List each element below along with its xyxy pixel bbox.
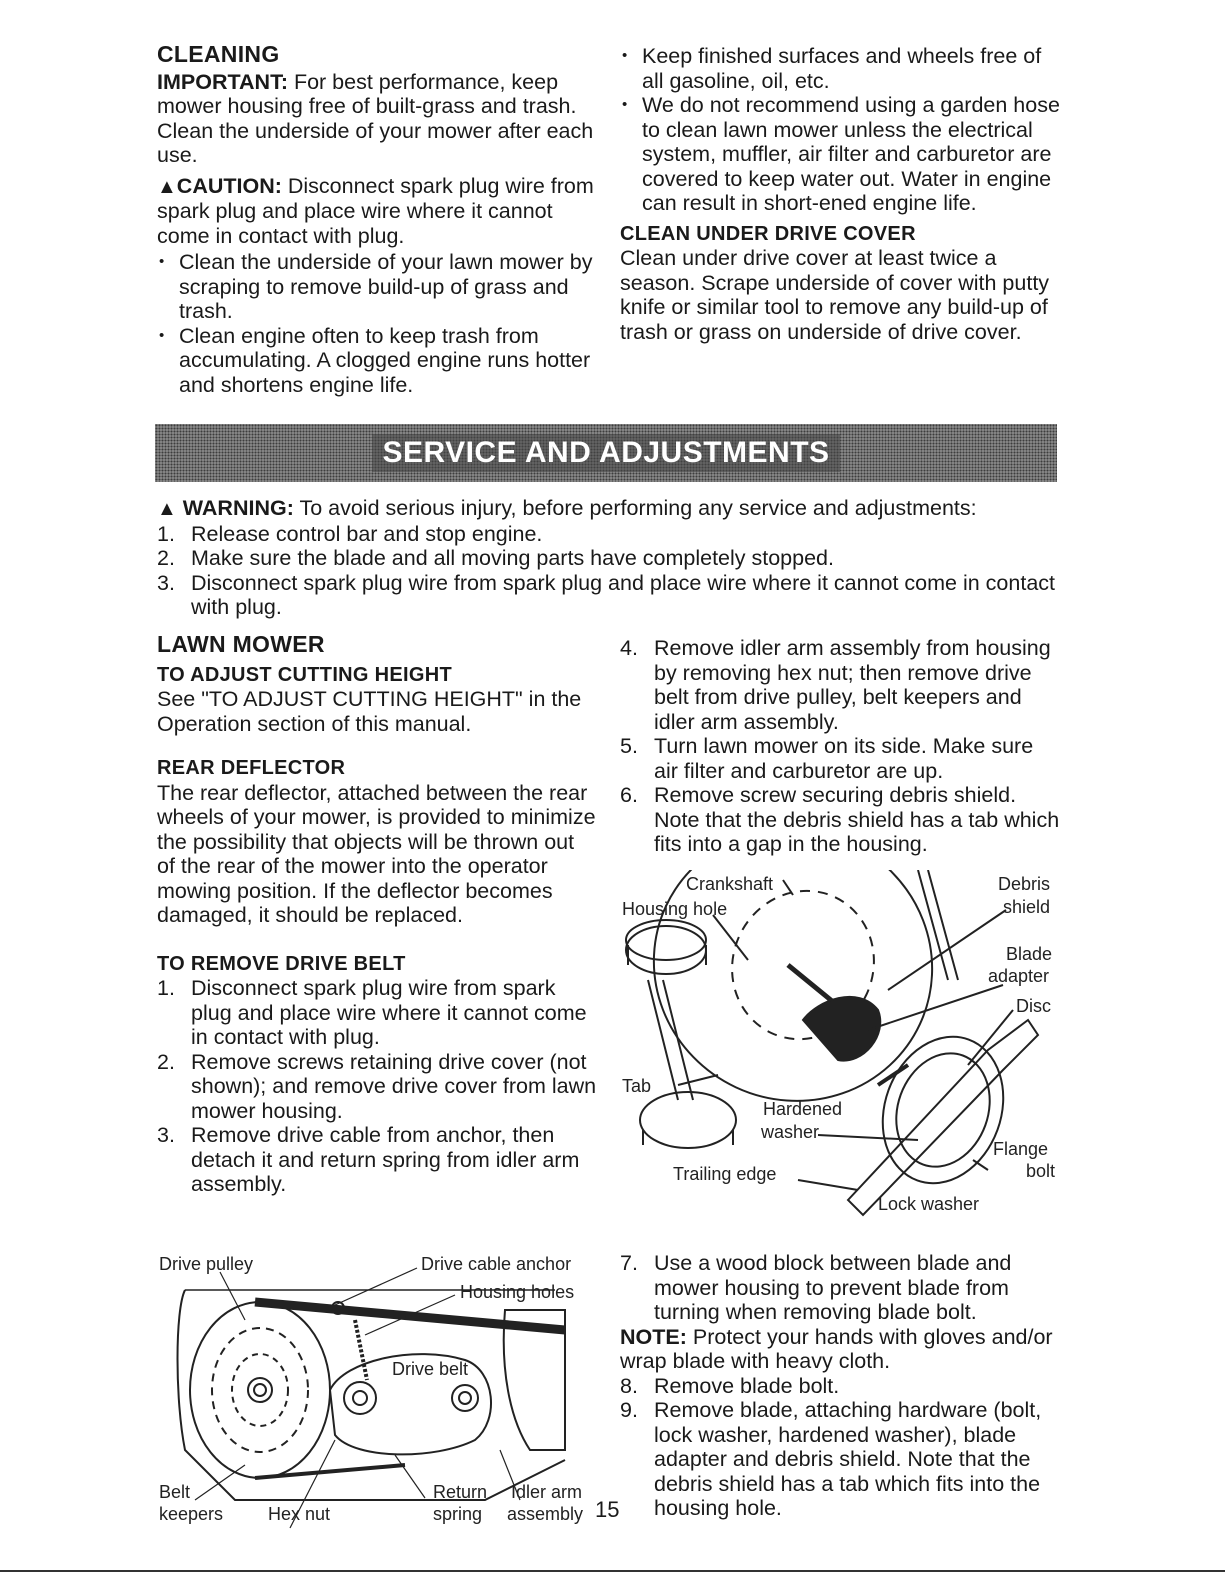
blade-steps-a bbox=[620, 636, 1060, 857]
label-belt: Belt bbox=[159, 1482, 191, 1502]
list-item: • Keep finished surfaces and wheels free of all gasoline, oil, etc. bbox=[620, 44, 1060, 93]
list-item: • Clean the underside of your lawn mower by scraping to remove build-up of grass and trash. bbox=[157, 250, 597, 324]
blade-figure bbox=[618, 870, 1063, 1225]
list-item: 8. Remove blade bolt. bbox=[620, 1373, 840, 1398]
list-item: 3. Disconnect spark plug wire from spark plug and place wire where it cannot come in contact with plug. bbox=[157, 570, 1055, 619]
label-spring: spring bbox=[433, 1504, 483, 1524]
list-item: 7. Use a wood block between blade and mower housing to prevent blade from turning when removing blade bolt. bbox=[620, 1251, 1012, 1324]
important-text: For best performance, keep mower housing free of built-grass and trash. Clean the underside of your mower after each use. bbox=[157, 69, 594, 167]
label-hardened: Hardened bbox=[763, 1099, 843, 1119]
list-item: 2. Remove screws retaining drive cover (not shown); and remove drive cover from lawn mower housing. bbox=[157, 1049, 597, 1123]
label-crankshaft: Crankshaft bbox=[686, 874, 774, 894]
drive-belt-figure bbox=[155, 1250, 600, 1550]
warning-block bbox=[157, 496, 1057, 620]
label-disc: Disc bbox=[1016, 996, 1051, 1016]
label-shield: shield bbox=[1003, 897, 1051, 917]
label-bolt: bolt bbox=[1026, 1161, 1056, 1181]
caution-text: Disconnect spark plug wire from spark plug and place wire where it cannot come in contact with plug. bbox=[157, 173, 594, 248]
drive-belt-title: TO REMOVE DRIVE BELT bbox=[157, 952, 406, 975]
lawn-mower-left bbox=[157, 632, 597, 1197]
label-trailing-edge: Trailing edge bbox=[673, 1164, 777, 1184]
cleaning-bullets-left bbox=[157, 250, 597, 397]
rear-deflector-title: REAR DEFLECTOR bbox=[157, 757, 346, 779]
label-flange: Flange bbox=[993, 1139, 1049, 1159]
warning-label: WARNING: bbox=[182, 496, 294, 520]
cleaning-section bbox=[157, 42, 597, 397]
blade-steps-b bbox=[620, 1251, 1060, 1325]
label-idler-arm: Idler arm bbox=[511, 1482, 583, 1502]
label-housing-hole: Housing hole bbox=[622, 899, 728, 919]
lawn-mower-right bbox=[620, 636, 1060, 857]
warning-steps bbox=[157, 522, 1057, 620]
banner-title: SERVICE AND ADJUSTMENTS bbox=[372, 434, 839, 472]
list-item: • We do not recommend using a garden hose to clean lawn mower unless the electrical system, muffler, air filter and carburetor are covered to keep water out. Water in engine can result in short-ened engine life. bbox=[620, 93, 1060, 216]
label-drive-cable-anchor: Drive cable anchor bbox=[421, 1254, 572, 1274]
cleaning-title: CLEANING bbox=[157, 41, 280, 67]
list-item: 2. Make sure the blade and all moving parts have completely stopped. bbox=[157, 546, 834, 570]
list-item: 1. Release control bar and stop engine. bbox=[157, 521, 543, 546]
list-item: 5. Turn lawn mower on its side. Make sure air filter and carburetor are up. bbox=[620, 734, 1034, 783]
note-text: Protect your hands with gloves and/or wrap blade with heavy cloth. bbox=[620, 1324, 1053, 1373]
label-drive-pulley: Drive pulley bbox=[159, 1254, 254, 1274]
list-item: 4. Remove idler arm assembly from housing by removing hex nut; then remove drive belt from drive pulley, belt keepers and idler arm assembly. bbox=[620, 636, 1051, 734]
note-label: NOTE: bbox=[620, 1324, 687, 1349]
cutting-height-title: TO ADJUST CUTTING HEIGHT bbox=[157, 663, 452, 686]
lawn-mower-title: LAWN MOWER bbox=[157, 631, 325, 657]
page-number: 15 bbox=[595, 1497, 620, 1522]
note-paragraph bbox=[620, 1325, 1060, 1374]
section-banner bbox=[155, 424, 1057, 482]
label-housing-holes: Housing holes bbox=[460, 1282, 575, 1302]
list-item: • Clean engine often to keep trash from accumulating. A clogged engine runs hotter and shortens engine life. bbox=[157, 324, 597, 398]
warning-triangle-icon: ▲ bbox=[157, 498, 177, 520]
important-paragraph bbox=[157, 70, 597, 168]
list-item: 1. Disconnect spark plug wire from spark plug and place wire where it cannot come in contact with plug. bbox=[157, 976, 587, 1049]
caution-paragraph bbox=[157, 174, 597, 249]
label-washer: washer bbox=[761, 1122, 820, 1142]
list-item: 3. Remove drive cable from anchor, then detach it and return spring from idler arm assembly. bbox=[157, 1123, 580, 1196]
label-drive-belt: Drive belt bbox=[392, 1359, 469, 1379]
cutting-height-text: See "TO ADJUST CUTTING HEIGHT" in the Operation section of this manual. bbox=[157, 687, 582, 736]
lawn-mower-right-lower bbox=[620, 1251, 1060, 1521]
drive-cover-title: CLEAN UNDER DRIVE COVER bbox=[620, 222, 916, 245]
important-label: IMPORTANT: bbox=[157, 69, 288, 94]
warning-paragraph bbox=[157, 496, 1057, 522]
label-return: Return bbox=[433, 1482, 488, 1502]
label-hex-nut: Hex nut bbox=[268, 1504, 331, 1524]
warning-triangle-icon: ▲ bbox=[157, 175, 177, 198]
cleaning-bullets-right bbox=[620, 44, 1060, 216]
label-blade: Blade bbox=[1006, 944, 1053, 964]
label-debris: Debris bbox=[998, 874, 1051, 894]
caution-label: CAUTION: bbox=[176, 173, 282, 198]
cleaning-right bbox=[620, 44, 1060, 344]
list-item: 9. Remove blade, attaching hardware (bolt, lock washer, hardened washer), blade adapter and debris shield. Note that the debris shield has a tab which fits into the housing hole. bbox=[620, 1398, 1042, 1520]
blade-steps-c bbox=[620, 1374, 1060, 1521]
label-tab: Tab bbox=[622, 1076, 652, 1096]
rear-deflector-text: The rear deflector, attached between the rear wheels of your mower, is provided to minimize the possibility that objects will be thrown out of the rear of the mower into the operator mowing position. If the deflector becomes damaged, it should be replaced. bbox=[157, 780, 596, 927]
drive-belt-steps bbox=[157, 976, 597, 1197]
label-keepers: keepers bbox=[159, 1504, 224, 1524]
label-assembly: assembly bbox=[507, 1504, 584, 1524]
label-adapter: adapter bbox=[988, 966, 1050, 986]
label-lock-washer: Lock washer bbox=[878, 1194, 980, 1214]
list-item: 6. Remove screw securing debris shield. Note that the debris shield has a tab which fits into a gap in the housing. bbox=[620, 783, 1060, 856]
warning-text: To avoid serious injury, before performing any service and adjustments: bbox=[293, 496, 977, 520]
bottom-rule bbox=[0, 1570, 1225, 1572]
drive-cover-text: Clean under drive cover at least twice a season. Scrape underside of cover with putty knife or similar tool to remove any build-up of trash or grass on underside of drive cover. bbox=[620, 246, 1050, 344]
